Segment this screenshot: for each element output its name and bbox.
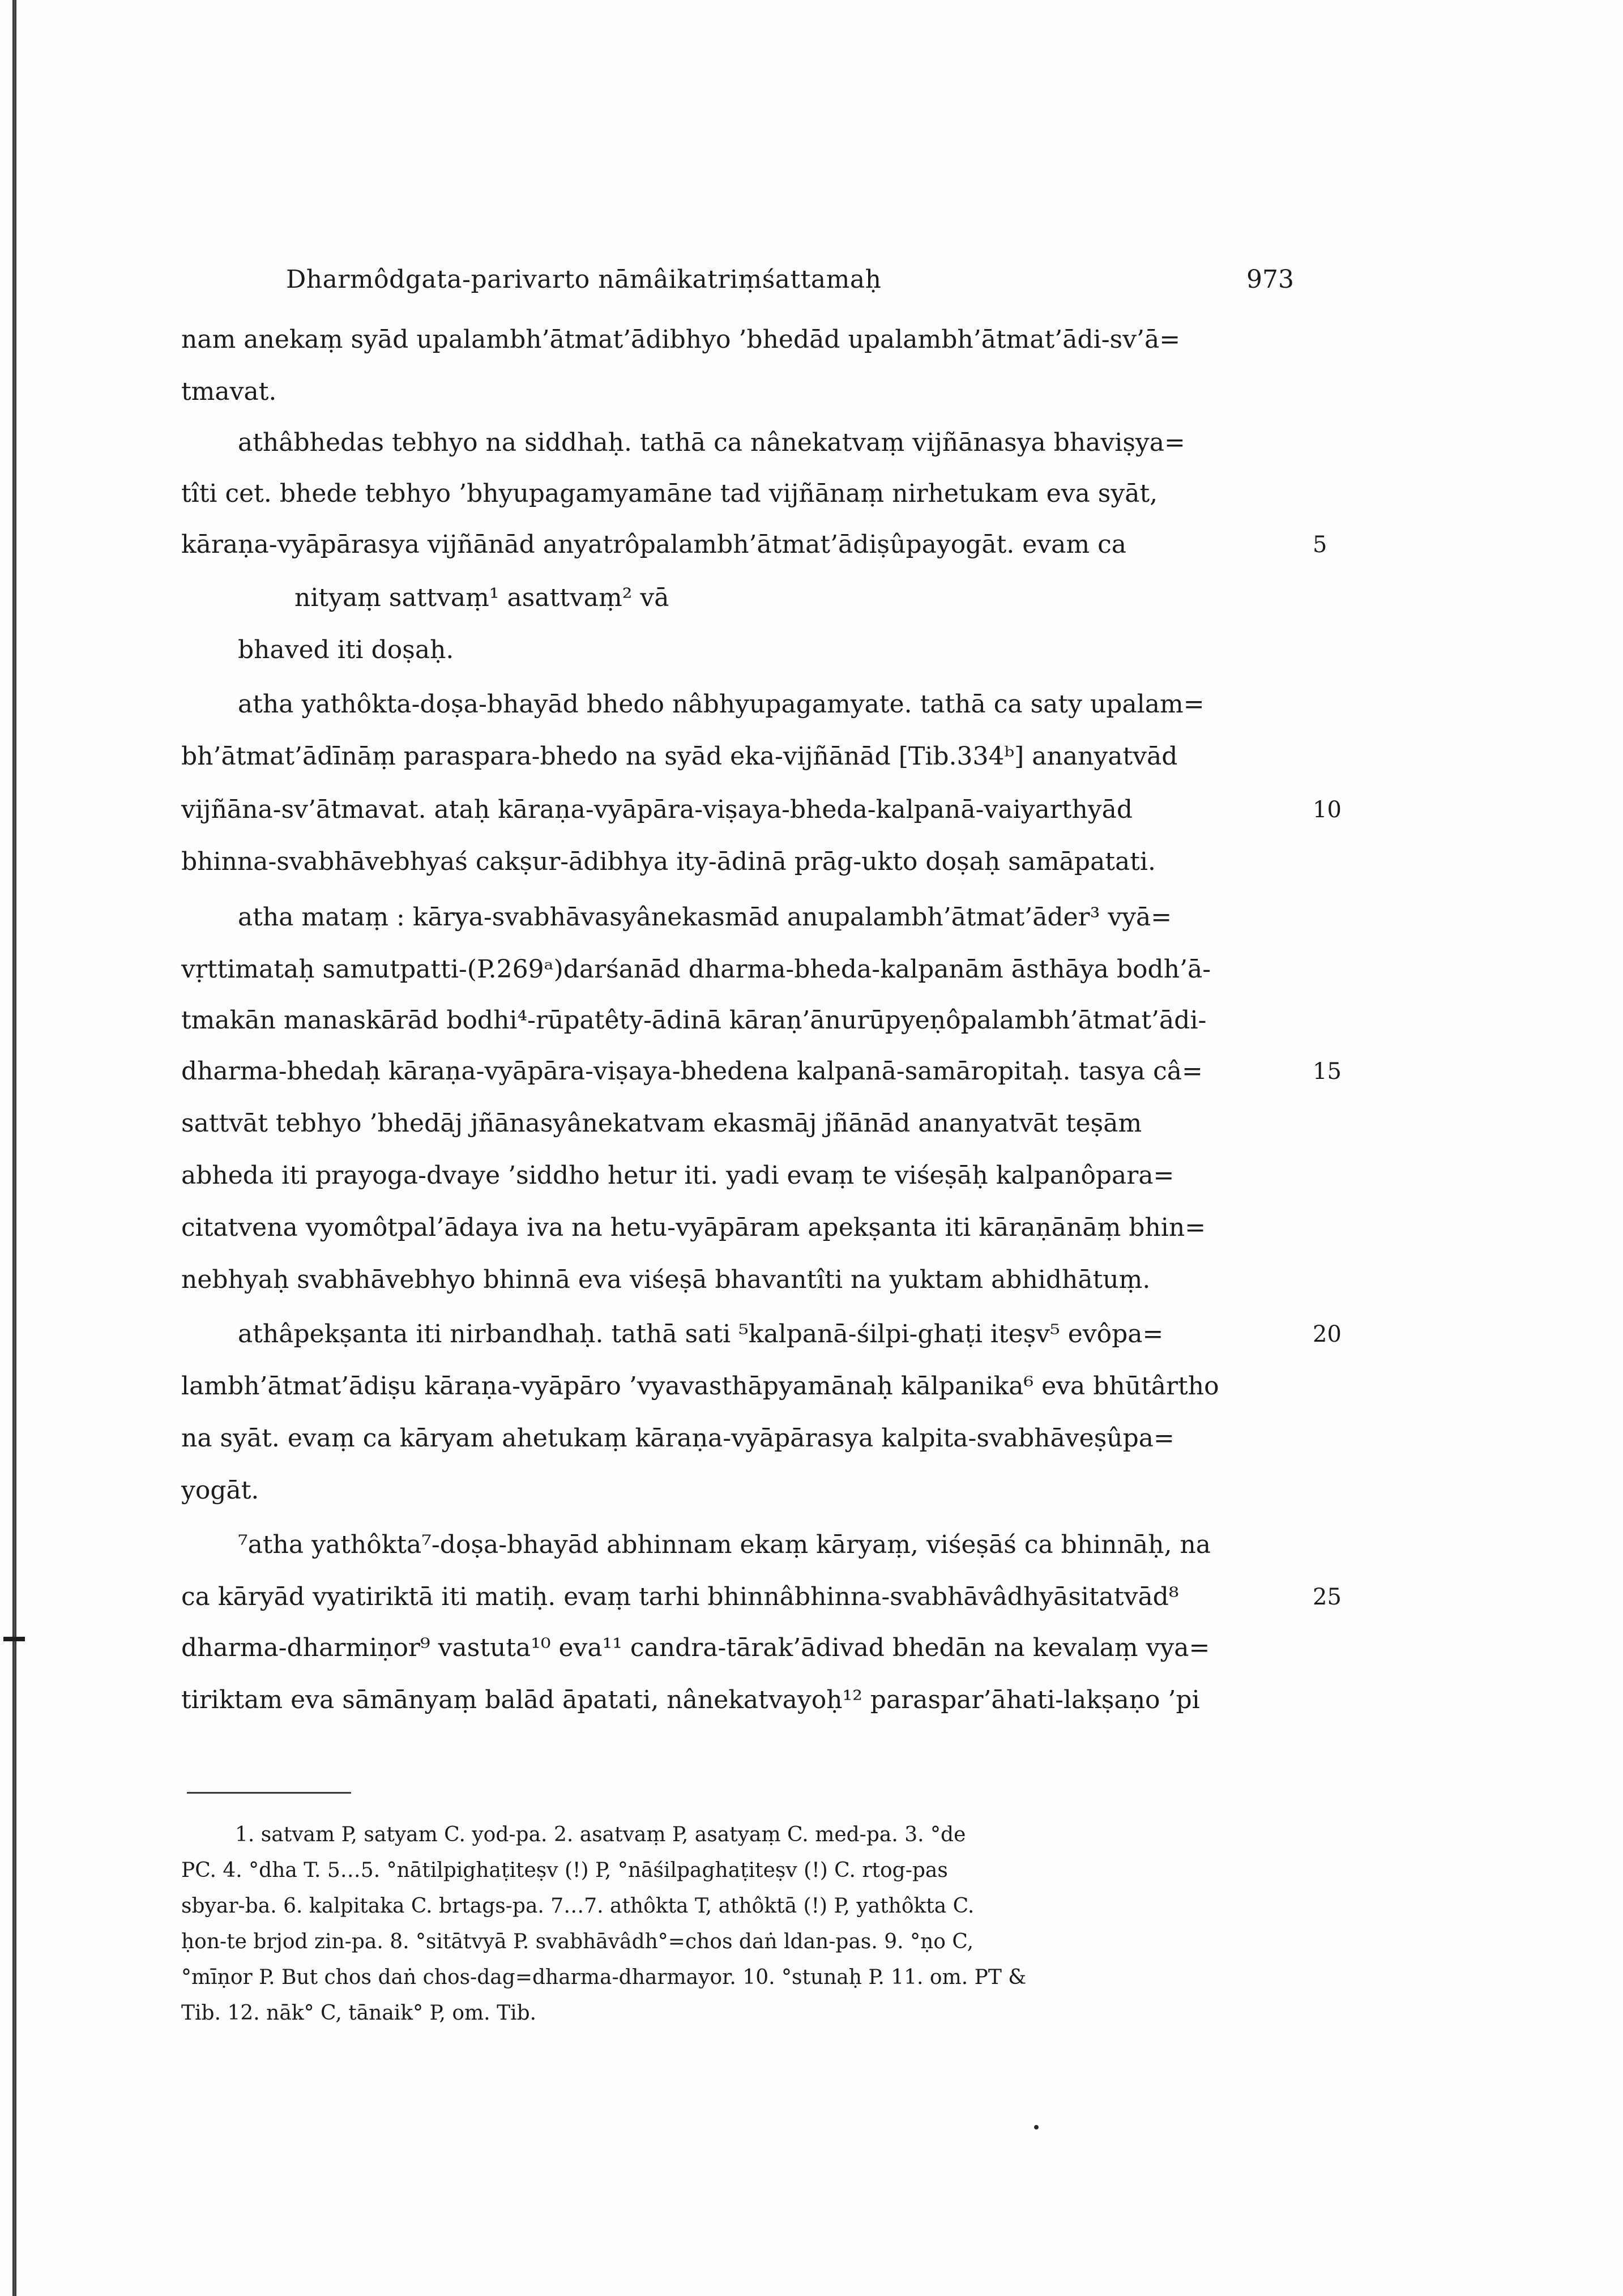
footnote-line: ḥon-te brjod zin-pa. 8. °sitātvyā P. svabhāvâdh°=chos daṅ ldan-pas. 9. °ṇo C,	[181, 1930, 974, 1953]
footnotes	[181, 0, 1302, 2296]
text-line: tiriktam eva sāmānyaṃ balād āpatati, nânekatvayoḥ¹² paraspar’āhati-lakṣaṇo ’pi	[181, 1685, 1200, 1714]
text-line: bhaved iti doṣaḥ.	[238, 635, 454, 664]
text-line: bh’ātmat’ādīnāṃ paraspara-bhedo na syād eka-vijñānād [Tib.334ᵇ] ananyatvād	[181, 742, 1178, 771]
text-line: atha yathôkta-doṣa-bhayād bhedo nâbhyupagamyate. tathā ca saty upalam=	[238, 690, 1205, 719]
page-number: 973	[1246, 265, 1294, 294]
text-line: ⁷atha yathôkta⁷-doṣa-bhayād abhinnam ekaṃ kāryaṃ, viśeṣāś ca bhinnāḥ, na	[238, 1530, 1211, 1559]
text-line: citatvena vyomôtpal’ādaya iva na hetu-vyāpāram apekṣanta iti kāraṇānāṃ bhin=	[181, 1213, 1206, 1242]
binding-edge	[12, 0, 16, 2296]
binding-mark	[3, 1637, 25, 1641]
text-line: athâbhedas tebhyo na siddhaḥ. tathā ca nânekatvaṃ vijñānasya bhaviṣya=	[238, 428, 1185, 457]
text-line: lambh’ātmat’ādiṣu kāraṇa-vyāpāro ’vyavasthāpyamānaḥ kālpanika⁶ eva bhūtârtho	[181, 1372, 1219, 1401]
footnote-line: PC. 4. °dha T. 5…5. °nātilpighaṭiteṣv (!) P, °nāśilpaghaṭiteṣv (!) C. rtog-pas	[181, 1859, 948, 1882]
line-number: 25	[1313, 1584, 1342, 1610]
text-line: tmavat.	[181, 377, 277, 406]
text-line: athâpekṣanta iti nirbandhaḥ. tathā sati ⁵kalpanā-śilpi-ghaṭi iteṣv⁵ evôpa=	[238, 1320, 1164, 1348]
text-line: nam anekaṃ syād upalambh’ātmat’ādibhyo ’bhedād upalambh’ātmat’ādi-sv’ā=	[181, 325, 1181, 354]
text-line: kāraṇa-vyāpārasya vijñānād anyatrôpalambh’ātmat’ādiṣûpayogāt. evam ca	[181, 530, 1126, 559]
text-line: tîti cet. bhede tebhyo ’bhyupagamyamāne tad vijñānaṃ nirhetukam eva syāt,	[181, 479, 1158, 508]
line-number: 15	[1313, 1059, 1342, 1085]
text-line: dharma-dharmiṇor⁹ vastuta¹⁰ eva¹¹ candra-tārak’ādivad bhedān na kevalaṃ vya=	[181, 1633, 1210, 1662]
ink-speck	[1034, 2125, 1039, 2129]
text-line: atha mataṃ : kārya-svabhāvasyânekasmād anupalambh’ātmat’āder³ vyā=	[238, 903, 1172, 932]
text-line: na syāt. evaṃ ca kāryam ahetukaṃ kāraṇa-vyāpārasya kalpita-svabhāveṣûpa=	[181, 1424, 1174, 1453]
text-line: sattvāt tebhyo ’bhedāj jñānasyânekatvam ekasmāj jñānād ananyatvāt teṣām	[181, 1109, 1142, 1138]
running-title: Dharmôdgata-parivarto nāmâikatriṃśattamaḥ	[286, 265, 882, 294]
text-line: abheda iti prayoga-dvaye ’siddho hetur iti. yadi evaṃ te viśeṣāḥ kalpanôpara=	[181, 1161, 1174, 1190]
footnote-line: sbyar-ba. 6. kalpitaka C. brtags-pa. 7…7. athôkta T, athôktā (!) P, yathôkta C.	[181, 1894, 975, 1918]
text-line: nebhyaḥ svabhāvebhyo bhinnā eva viśeṣā bhavantîti na yuktam abhidhātuṃ.	[181, 1265, 1151, 1294]
text-line: tmakān manaskārād bodhi⁴-rūpatêty-ādinā kāraṇ’ānurūpyeṇôpalambh’ātmat’ādi-	[181, 1006, 1207, 1035]
text-line: yogāt.	[181, 1476, 259, 1505]
footnote-line: Tib. 12. nāk° C, tānaik° P, om. Tib.	[181, 2001, 537, 2025]
text-line: bhinna-svabhāvebhyaś cakṣur-ādibhya ity-ādinā prāg-ukto doṣaḥ samāpatati.	[181, 847, 1156, 876]
text-line: ca kāryād vyatiriktā iti matiḥ. evaṃ tarhi bhinnâbhinna-svabhāvâdhyāsitatvād⁸	[181, 1582, 1179, 1611]
footnote-line: 1. satvam P, satyam C. yod-pa. 2. asatvaṃ P, asatyaṃ C. med-pa. 3. °de	[235, 1823, 966, 1846]
text-line: dharma-bhedaḥ kāraṇa-vyāpāra-viṣaya-bhedena kalpanā-samāropitaḥ. tasya câ=	[181, 1057, 1203, 1086]
text-line: nityaṃ sattvaṃ¹ asattvaṃ² vā	[294, 583, 669, 612]
line-number: 20	[1313, 1321, 1342, 1347]
line-number: 5	[1313, 532, 1327, 558]
footnote-line: °mīṇor P. But chos daṅ chos-dag=dharma-dharmayor. 10. °stunaḥ P. 11. om. PT &	[181, 1966, 1027, 1989]
text-line: vṛttimataḥ samutpatti-(P.269ᵃ)darśanād dharma-bheda-kalpanām āsthāya bodh’ā-	[181, 955, 1211, 984]
line-number: 10	[1313, 797, 1342, 823]
text-line: vijñāna-sv’ātmavat. ataḥ kāraṇa-vyāpāra-viṣaya-bheda-kalpanā-vaiyarthyād	[181, 795, 1133, 824]
